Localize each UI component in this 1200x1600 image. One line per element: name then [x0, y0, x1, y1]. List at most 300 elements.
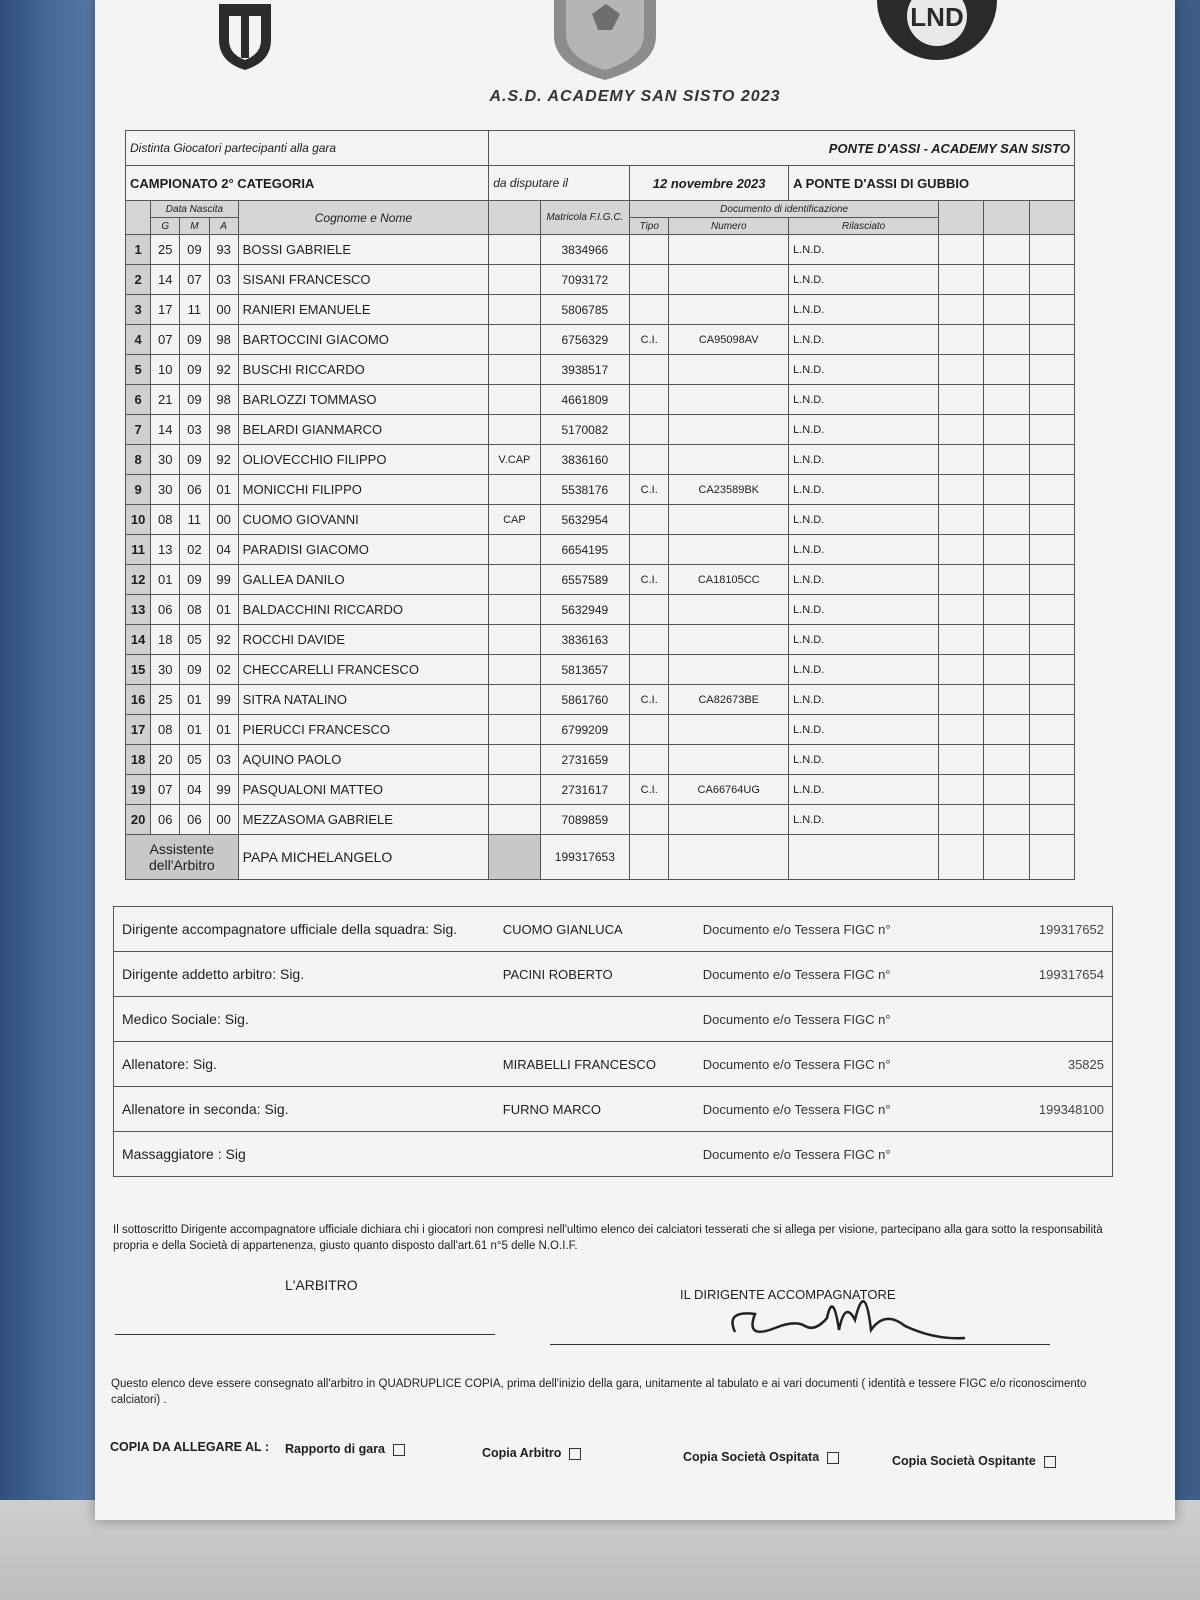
player-m: 09: [180, 655, 209, 685]
player-extra: [984, 235, 1029, 265]
col-matricola: Matricola F.I.G.C.: [540, 201, 630, 235]
staff-person: PACINI ROBERTO: [495, 952, 695, 997]
staff-label: Allenatore in seconda: Sig.: [114, 1087, 495, 1132]
figc-logo-icon: [215, 0, 275, 72]
player-tipo: [630, 415, 669, 445]
player-m: 06: [180, 805, 209, 835]
player-m: 04: [180, 775, 209, 805]
player-m: 09: [180, 325, 209, 355]
player-role: [489, 355, 540, 385]
player-matricola: 4661809: [540, 385, 630, 415]
arbitro-label: L'ARBITRO: [285, 1277, 358, 1293]
player-tipo: [630, 745, 669, 775]
player-a: 99: [209, 685, 238, 715]
player-n: 8: [126, 445, 151, 475]
delivery-note: Questo elenco deve essere consegnato all'arbitro in QUADRUPLICE COPIA, prima dell'inizio della gara, unitamente al tabulato e ai vari documenti ( identità e tessere FIGC e/o riconoscimento calciatori) .: [111, 1378, 1087, 1406]
list-item: [114, 1087, 1113, 1132]
player-g: 06: [151, 595, 180, 625]
player-m: 03: [180, 415, 209, 445]
player-tipo: [630, 445, 669, 475]
col-documento: Documento di identificazione: [630, 201, 939, 218]
player-tipo: C.I.: [630, 685, 669, 715]
player-matricola: 6654195: [540, 535, 630, 565]
player-name: PARADISI GIACOMO: [238, 535, 489, 565]
player-name: BARLOZZI TOMMASO: [238, 385, 489, 415]
player-n: 2: [126, 265, 151, 295]
col-data-nascita: Data Nascita: [151, 201, 239, 218]
player-role: [489, 715, 540, 745]
player-doc: [669, 355, 789, 385]
player-ril: L.N.D.: [789, 745, 939, 775]
player-name: AQUINO PAOLO: [238, 745, 489, 775]
copy-arbitro-label: Copia Arbitro: [482, 1446, 562, 1460]
player-doc: [669, 265, 789, 295]
player-extra: [1029, 655, 1074, 685]
player-a: 98: [209, 325, 238, 355]
player-name: BALDACCHINI RICCARDO: [238, 595, 489, 625]
player-extra: [984, 745, 1029, 775]
player-m: 01: [180, 685, 209, 715]
player-doc: [669, 715, 789, 745]
player-role: [489, 805, 540, 835]
player-doc: [669, 745, 789, 775]
list-item: [114, 1042, 1113, 1087]
assistant-tipo: [630, 835, 669, 880]
player-ril: L.N.D.: [789, 415, 939, 445]
list-item: [114, 907, 1113, 952]
player-ril: L.N.D.: [789, 655, 939, 685]
player-doc: [669, 805, 789, 835]
player-a: 02: [209, 655, 238, 685]
player-tipo: C.I.: [630, 775, 669, 805]
table-row: [126, 235, 1075, 265]
player-tipo: [630, 595, 669, 625]
assistant-role: [489, 835, 540, 880]
player-a: 01: [209, 475, 238, 505]
checkbox-icon[interactable]: [393, 1444, 405, 1456]
staff-label: Massaggiatore : Sig: [114, 1132, 495, 1177]
player-name: BARTOCCINI GIACOMO: [238, 325, 489, 355]
player-name: PIERUCCI FRANCESCO: [238, 715, 489, 745]
player-n: 16: [126, 685, 151, 715]
player-n: 7: [126, 415, 151, 445]
player-extra: [984, 805, 1029, 835]
player-g: 08: [151, 505, 180, 535]
player-name: RANIERI EMANUELE: [238, 295, 489, 325]
player-role: [489, 745, 540, 775]
player-n: 12: [126, 565, 151, 595]
player-matricola: 5170082: [540, 415, 630, 445]
staff-person: CUOMO GIANLUCA: [495, 907, 695, 952]
player-tipo: C.I.: [630, 325, 669, 355]
player-extra: [984, 355, 1029, 385]
player-extra: [939, 805, 984, 835]
player-extra: [984, 775, 1029, 805]
player-g: 18: [151, 625, 180, 655]
player-extra: [984, 505, 1029, 535]
player-extra: [939, 685, 984, 715]
player-role: [489, 595, 540, 625]
copy-ospitante[interactable]: [892, 1454, 1056, 1468]
player-doc: [669, 655, 789, 685]
checkbox-icon[interactable]: [569, 1448, 581, 1460]
player-g: 25: [151, 685, 180, 715]
player-doc: [669, 505, 789, 535]
table-row: [126, 415, 1075, 445]
player-extra: [939, 415, 984, 445]
player-matricola: 6557589: [540, 565, 630, 595]
match-date: 12 novembre 2023: [630, 166, 789, 201]
table-row: [126, 535, 1075, 565]
copy-rapporto-label: Rapporto di gara: [285, 1442, 386, 1456]
player-ril: L.N.D.: [789, 235, 939, 265]
staff-doc-number: 199317654: [979, 952, 1112, 997]
list-item: [114, 1132, 1113, 1177]
player-extra: [984, 385, 1029, 415]
player-ril: L.N.D.: [789, 685, 939, 715]
assistant-ril: [789, 835, 939, 880]
copy-arbitro[interactable]: [482, 1446, 581, 1460]
player-extra: [984, 595, 1029, 625]
player-a: 93: [209, 235, 238, 265]
player-g: 21: [151, 385, 180, 415]
player-name: BELARDI GIANMARCO: [238, 415, 489, 445]
player-role: [489, 295, 540, 325]
copies-label: COPIA DA ALLEGARE AL :: [110, 1440, 270, 1454]
player-doc: [669, 595, 789, 625]
checkbox-icon[interactable]: [1044, 1456, 1056, 1468]
player-name: CUOMO GIOVANNI: [238, 505, 489, 535]
player-extra: [984, 535, 1029, 565]
player-name: ROCCHI DAVIDE: [238, 625, 489, 655]
player-ril: L.N.D.: [789, 475, 939, 505]
player-a: 98: [209, 385, 238, 415]
player-extra: [1029, 235, 1074, 265]
player-matricola: 3834966: [540, 235, 630, 265]
player-matricola: 7089859: [540, 805, 630, 835]
player-matricola: 3836160: [540, 445, 630, 475]
player-role: [489, 655, 540, 685]
player-tipo: [630, 715, 669, 745]
player-m: 06: [180, 475, 209, 505]
checkbox-icon[interactable]: [827, 1452, 839, 1464]
player-n: 17: [126, 715, 151, 745]
player-n: 15: [126, 655, 151, 685]
player-n: 19: [126, 775, 151, 805]
player-extra: [984, 265, 1029, 295]
player-tipo: [630, 295, 669, 325]
copy-rapporto[interactable]: [285, 1442, 405, 1456]
player-role: [489, 265, 540, 295]
table-row: [126, 445, 1075, 475]
col-role: [489, 201, 540, 235]
player-ril: L.N.D.: [789, 595, 939, 625]
player-name: GALLEA DANILO: [238, 565, 489, 595]
player-extra: [939, 535, 984, 565]
player-m: 02: [180, 535, 209, 565]
player-ril: L.N.D.: [789, 535, 939, 565]
player-extra: [1029, 595, 1074, 625]
player-m: 08: [180, 595, 209, 625]
lnd-logo-icon: [877, 0, 997, 72]
copy-ospitata[interactable]: [683, 1450, 839, 1464]
table-row: [126, 685, 1075, 715]
player-extra: [939, 295, 984, 325]
player-name: BUSCHI RICCARDO: [238, 355, 489, 385]
player-ril: L.N.D.: [789, 295, 939, 325]
assistant-extra-2: [984, 835, 1029, 880]
player-m: 09: [180, 235, 209, 265]
player-tipo: [630, 805, 669, 835]
staff-doc-number: 35825: [979, 1042, 1112, 1087]
player-doc: CA18105CC: [669, 565, 789, 595]
assistant-name: PAPA MICHELANGELO: [238, 835, 489, 880]
copy-ospitante-label: Copia Società Ospitante: [892, 1454, 1036, 1468]
staff-doc-label: Documento e/o Tessera FIGC n°: [695, 1132, 979, 1177]
player-tipo: [630, 355, 669, 385]
player-matricola: 5813657: [540, 655, 630, 685]
player-g: 07: [151, 775, 180, 805]
player-extra: [939, 265, 984, 295]
player-extra: [1029, 745, 1074, 775]
player-name: MONICCHI FILIPPO: [238, 475, 489, 505]
player-a: 92: [209, 625, 238, 655]
staff-person: FURNO MARCO: [495, 1087, 695, 1132]
player-name: CHECCARELLI FRANCESCO: [238, 655, 489, 685]
player-matricola: 3938517: [540, 355, 630, 385]
player-extra: [939, 235, 984, 265]
player-extra: [939, 775, 984, 805]
player-extra: [1029, 385, 1074, 415]
table-row: [126, 385, 1075, 415]
svg-text:LND: LND: [910, 2, 964, 32]
player-n: 5: [126, 355, 151, 385]
player-ril: L.N.D.: [789, 505, 939, 535]
player-list-table: [125, 130, 1075, 880]
assistant-extra-1: [939, 835, 984, 880]
player-tipo: [630, 385, 669, 415]
player-n: 4: [126, 325, 151, 355]
player-doc: [669, 535, 789, 565]
player-name: PASQUALONI MATTEO: [238, 775, 489, 805]
player-ril: L.N.D.: [789, 445, 939, 475]
player-doc: CA82673BE: [669, 685, 789, 715]
distinta-label: Distinta Giocatori partecipanti alla gara: [126, 131, 489, 166]
player-role: [489, 625, 540, 655]
championship: CAMPIONATO 2° CATEGORIA: [126, 166, 489, 201]
player-role: V.CAP: [489, 445, 540, 475]
player-ril: L.N.D.: [789, 775, 939, 805]
player-extra: [1029, 475, 1074, 505]
staff-doc-label: Documento e/o Tessera FIGC n°: [695, 952, 979, 997]
col-tipo: Tipo: [630, 218, 669, 235]
table-row: [126, 625, 1075, 655]
player-extra: [984, 325, 1029, 355]
staff-rows: [114, 907, 1113, 1177]
player-a: 00: [209, 805, 238, 835]
table-row: [126, 325, 1075, 355]
player-extra: [1029, 295, 1074, 325]
player-g: 17: [151, 295, 180, 325]
player-ril: L.N.D.: [789, 325, 939, 355]
player-m: 09: [180, 355, 209, 385]
player-role: CAP: [489, 505, 540, 535]
assistant-label: Assistente dell'Arbitro: [126, 835, 239, 880]
player-m: 11: [180, 505, 209, 535]
player-extra: [1029, 805, 1074, 835]
player-a: 00: [209, 295, 238, 325]
player-role: [489, 415, 540, 445]
player-m: 05: [180, 745, 209, 775]
player-tipo: [630, 505, 669, 535]
player-matricola: 5538176: [540, 475, 630, 505]
player-a: 98: [209, 415, 238, 445]
staff-person: MIRABELLI FRANCESCO: [495, 1042, 695, 1087]
player-extra: [984, 475, 1029, 505]
player-g: 30: [151, 475, 180, 505]
background-jeans: [0, 0, 105, 1600]
table-row: [126, 715, 1075, 745]
player-matricola: 5632949: [540, 595, 630, 625]
player-tipo: [630, 535, 669, 565]
player-n: 3: [126, 295, 151, 325]
player-m: 07: [180, 265, 209, 295]
player-m: 05: [180, 625, 209, 655]
staff-doc-label: Documento e/o Tessera FIGC n°: [695, 1087, 979, 1132]
player-matricola: 7093172: [540, 265, 630, 295]
player-extra: [939, 715, 984, 745]
player-extra: [1029, 775, 1074, 805]
player-extra: [939, 505, 984, 535]
dirigente-label: IL DIRIGENTE ACCOMPAGNATORE: [680, 1287, 896, 1302]
copy-ospitata-label: Copia Società Ospitata: [683, 1450, 820, 1464]
table-row: [126, 655, 1075, 685]
player-m: 09: [180, 445, 209, 475]
staff-doc-number: [979, 997, 1112, 1042]
col-g: G: [151, 218, 180, 235]
player-doc: [669, 385, 789, 415]
player-ril: L.N.D.: [789, 385, 939, 415]
player-n: 18: [126, 745, 151, 775]
player-extra: [939, 325, 984, 355]
player-g: 30: [151, 445, 180, 475]
assistant-doc: [669, 835, 789, 880]
player-g: 20: [151, 745, 180, 775]
player-role: [489, 685, 540, 715]
da-disputare-label: da disputare il: [489, 166, 630, 201]
player-n: 20: [126, 805, 151, 835]
player-role: [489, 535, 540, 565]
staff-doc-label: Documento e/o Tessera FIGC n°: [695, 1042, 979, 1087]
col-numero: Numero: [669, 218, 789, 235]
player-a: 01: [209, 595, 238, 625]
player-a: 99: [209, 565, 238, 595]
table-row: [126, 775, 1075, 805]
player-extra: [984, 445, 1029, 475]
match-venue: A PONTE D'ASSI DI GUBBIO: [789, 166, 1075, 201]
player-g: 25: [151, 235, 180, 265]
player-ril: L.N.D.: [789, 715, 939, 745]
player-name: SITRA NATALINO: [238, 685, 489, 715]
player-extra: [1029, 355, 1074, 385]
player-role: [489, 325, 540, 355]
player-extra: [1029, 715, 1074, 745]
table-row: [126, 505, 1075, 535]
col-rilasciato: Rilasciato: [789, 218, 939, 235]
player-doc: CA95098AV: [669, 325, 789, 355]
player-a: 01: [209, 715, 238, 745]
assistant-matricola: 199317653: [540, 835, 630, 880]
list-item: [114, 952, 1113, 997]
arbitro-signature-line: [115, 1334, 495, 1335]
player-g: 07: [151, 325, 180, 355]
player-doc: [669, 295, 789, 325]
player-m: 01: [180, 715, 209, 745]
staff-label: Dirigente accompagnatore ufficiale della squadra: Sig.: [114, 907, 495, 952]
player-g: 06: [151, 805, 180, 835]
col-cognome-nome: Cognome e Nome: [238, 201, 489, 235]
player-role: [489, 475, 540, 505]
player-extra: [984, 685, 1029, 715]
table-row: [126, 805, 1075, 835]
table-row: [126, 355, 1075, 385]
player-g: 08: [151, 715, 180, 745]
staff-label: Allenatore: Sig.: [114, 1042, 495, 1087]
player-matricola: 2731617: [540, 775, 630, 805]
player-matricola: 5632954: [540, 505, 630, 535]
staff-doc-number: 199317652: [979, 907, 1112, 952]
player-role: [489, 565, 540, 595]
player-extra: [984, 655, 1029, 685]
player-g: 14: [151, 265, 180, 295]
player-ril: L.N.D.: [789, 265, 939, 295]
player-matricola: 3836163: [540, 625, 630, 655]
assistant-extra-3: [1029, 835, 1074, 880]
player-extra: [939, 655, 984, 685]
player-m: 09: [180, 565, 209, 595]
col-extra-1: [939, 201, 984, 235]
player-extra: [984, 565, 1029, 595]
player-extra: [1029, 505, 1074, 535]
col-extra-2: [984, 201, 1029, 235]
player-extra: [939, 565, 984, 595]
col-a: A: [209, 218, 238, 235]
staff-person: [495, 1132, 695, 1177]
player-extra: [939, 385, 984, 415]
table-row: [126, 745, 1075, 775]
col-m: M: [180, 218, 209, 235]
player-g: 14: [151, 415, 180, 445]
player-ril: L.N.D.: [789, 805, 939, 835]
copies-row: [110, 1440, 1100, 1470]
player-extra: [939, 475, 984, 505]
player-extra: [939, 445, 984, 475]
table-row: [126, 565, 1075, 595]
player-m: 09: [180, 385, 209, 415]
declaration-text: Il sottoscritto Dirigente accompagnatore ufficiale dichiara chi i giocatori non compresi nell'ultimo elenco dei calciatori tesserati che si allega per visione, partecipano alla gara sotto la responsabilità propria e della Società di appartenenza, giusto quanto disposto dall'art.61 n°5 delle N.O.I.F.: [113, 1224, 1103, 1252]
player-a: 04: [209, 535, 238, 565]
player-n: 9: [126, 475, 151, 505]
player-extra: [984, 415, 1029, 445]
player-tipo: C.I.: [630, 565, 669, 595]
player-g: 10: [151, 355, 180, 385]
player-extra: [984, 625, 1029, 655]
player-extra: [1029, 535, 1074, 565]
player-m: 11: [180, 295, 209, 325]
player-doc: [669, 415, 789, 445]
player-g: 13: [151, 535, 180, 565]
player-tipo: [630, 235, 669, 265]
